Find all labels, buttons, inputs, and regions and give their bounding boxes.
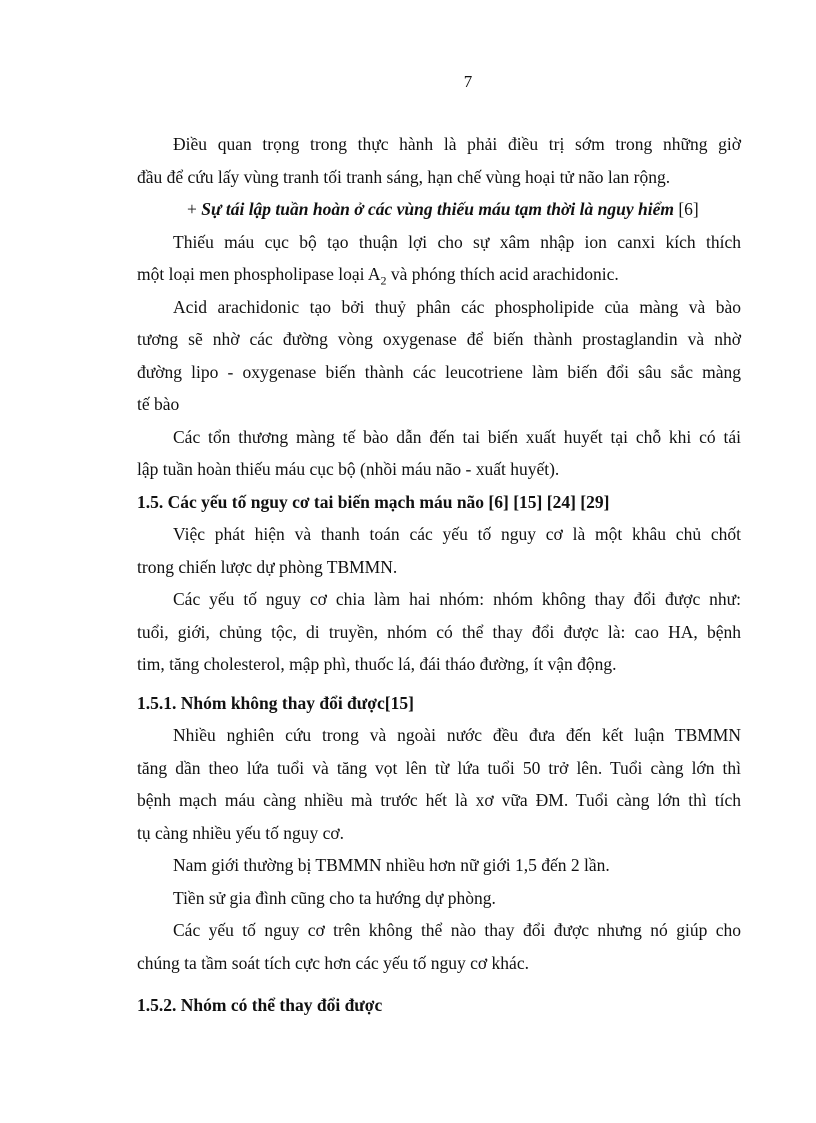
- paragraph-line: đường lipo - oxygenase biến thành các leucotriene làm biến đổi sâu sắc màng: [137, 361, 741, 382]
- document-body: [137, 128, 741, 1022]
- page-number: 7: [463, 72, 473, 91]
- section-heading: 1.5.2. Nhóm có thể thay đổi được: [137, 995, 383, 1015]
- paragraph-line: [137, 258, 741, 291]
- paragraph-line: Các yếu tố nguy cơ chia làm hai nhóm: nhóm không thay đổi được như:: [173, 589, 741, 609]
- paragraph-line: tăng dần theo lứa tuổi và tăng vọt lên từ lứa tuổi 50 trở lên. Tuổi càng lớn thì: [137, 757, 741, 778]
- subheading-italic: [137, 193, 741, 226]
- plus-bullet: +: [187, 199, 197, 219]
- paragraph-line: Các yếu tố nguy cơ trên không thể nào thay đổi được nhưng nó giúp cho: [173, 920, 741, 940]
- paragraph-line: tụ càng nhiều yếu tố nguy cơ.: [137, 822, 345, 843]
- paragraph-line: Acid arachidonic tạo bởi thuỷ phân các phospholipide của màng và bào: [173, 296, 741, 317]
- section-heading: 1.5. Các yếu tố nguy cơ tai biến mạch máu não [6] [15] [24] [29]: [137, 491, 610, 512]
- paragraph-line: tương sẽ nhờ các đường vòng oxygenase để biến thành prostaglandin và nhờ: [137, 329, 741, 349]
- paragraph-line: Tiền sử gia đình cũng cho ta hướng dự phòng.: [173, 887, 496, 908]
- paragraph-line: đầu để cứu lấy vùng tranh tối tranh sáng, hạn chế vùng hoại tử não lan rộng.: [137, 166, 671, 187]
- subheading-text: Sự tái lập tuần hoàn ở các vùng thiếu máu tạm thời là nguy hiểm: [201, 199, 674, 219]
- paragraph-line: tế bào: [137, 394, 180, 414]
- paragraph-line: chúng ta tầm soát tích cực hơn các yếu tố nguy cơ khác.: [137, 952, 529, 973]
- paragraph-line: lập tuần hoàn thiếu máu cục bộ (nhồi máu não - xuất huyết).: [137, 459, 560, 479]
- paragraph-line: bệnh mạch máu càng nhiều mà trước hết là xơ vữa ĐM. Tuổi càng lớn thì tích: [137, 790, 741, 810]
- paragraph-line: Điều quan trọng trong thực hành là phải điều trị sớm trong những giờ: [173, 134, 741, 154]
- paragraph-line: Việc phát hiện và thanh toán các yếu tố nguy cơ là một khâu chủ chốt: [173, 524, 741, 544]
- text-run: một loại men phospholipase loại A: [137, 264, 381, 284]
- subscript: 2: [380, 273, 387, 288]
- paragraph-line: Nam giới thường bị TBMMN nhiều hơn nữ giới 1,5 đến 2 lần.: [173, 855, 610, 875]
- text-run: và phóng thích acid arachidonic.: [386, 264, 619, 284]
- section-heading: 1.5.1. Nhóm không thay đổi được[15]: [137, 692, 414, 713]
- paragraph-line: tim, tăng cholesterol, mập phì, thuốc lá, đái tháo đường, ít vận động.: [137, 654, 617, 674]
- paragraph-line: tuổi, giới, chủng tộc, di truyền, nhóm có thể thay đổi được là: cao HA, bệnh: [137, 621, 741, 642]
- paragraph-line: Nhiều nghiên cứu trong và ngoài nước đều đưa đến kết luận TBMMN: [173, 725, 741, 745]
- paragraph-line: Thiếu máu cục bộ tạo thuận lợi cho sự xâm nhập ion canxi kích thích: [173, 231, 741, 252]
- paragraph-line: Các tổn thương màng tế bào dẫn đến tai biến xuất huyết tại chỗ khi có tái: [173, 426, 741, 447]
- citation: [6]: [673, 199, 699, 219]
- paragraph-line: trong chiến lược dự phòng TBMMN.: [137, 556, 398, 577]
